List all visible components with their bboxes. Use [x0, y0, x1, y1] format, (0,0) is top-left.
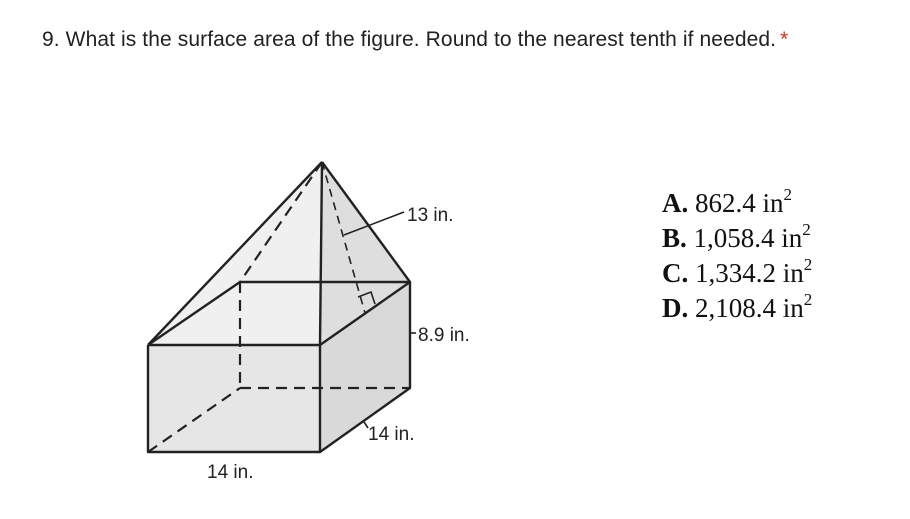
- prism-height-label: 8.9 in.: [418, 325, 470, 346]
- depth-label: 14 in.: [368, 424, 415, 445]
- choice-value: 1,334.2 in: [695, 258, 804, 288]
- prism-front-face: [148, 345, 320, 452]
- choice-value: 862.4 in: [695, 188, 784, 218]
- required-asterisk: *: [780, 28, 789, 51]
- choice-c[interactable]: [662, 256, 812, 291]
- choice-letter: B.: [662, 223, 687, 253]
- choice-a[interactable]: [662, 186, 812, 221]
- choice-exponent: 2: [803, 255, 813, 274]
- choice-exponent: 2: [783, 185, 793, 204]
- choice-value: 1,058.4 in: [693, 223, 803, 253]
- choice-letter: A.: [662, 188, 689, 218]
- choice-letter: D.: [662, 293, 689, 323]
- question-text: 9. What is the surface area of the figure. Round to the nearest tenth if needed.: [42, 28, 777, 51]
- choice-value: 2,108.4 in: [695, 293, 804, 323]
- width-label: 14 in.: [207, 462, 254, 483]
- choice-d[interactable]: [662, 291, 812, 326]
- choice-exponent: 2: [803, 290, 813, 309]
- answer-choices: [662, 186, 812, 326]
- choice-b[interactable]: [662, 221, 812, 256]
- slant-height-label: 13 in.: [407, 205, 454, 226]
- choice-exponent: 2: [802, 220, 811, 239]
- choice-letter: C.: [662, 258, 689, 288]
